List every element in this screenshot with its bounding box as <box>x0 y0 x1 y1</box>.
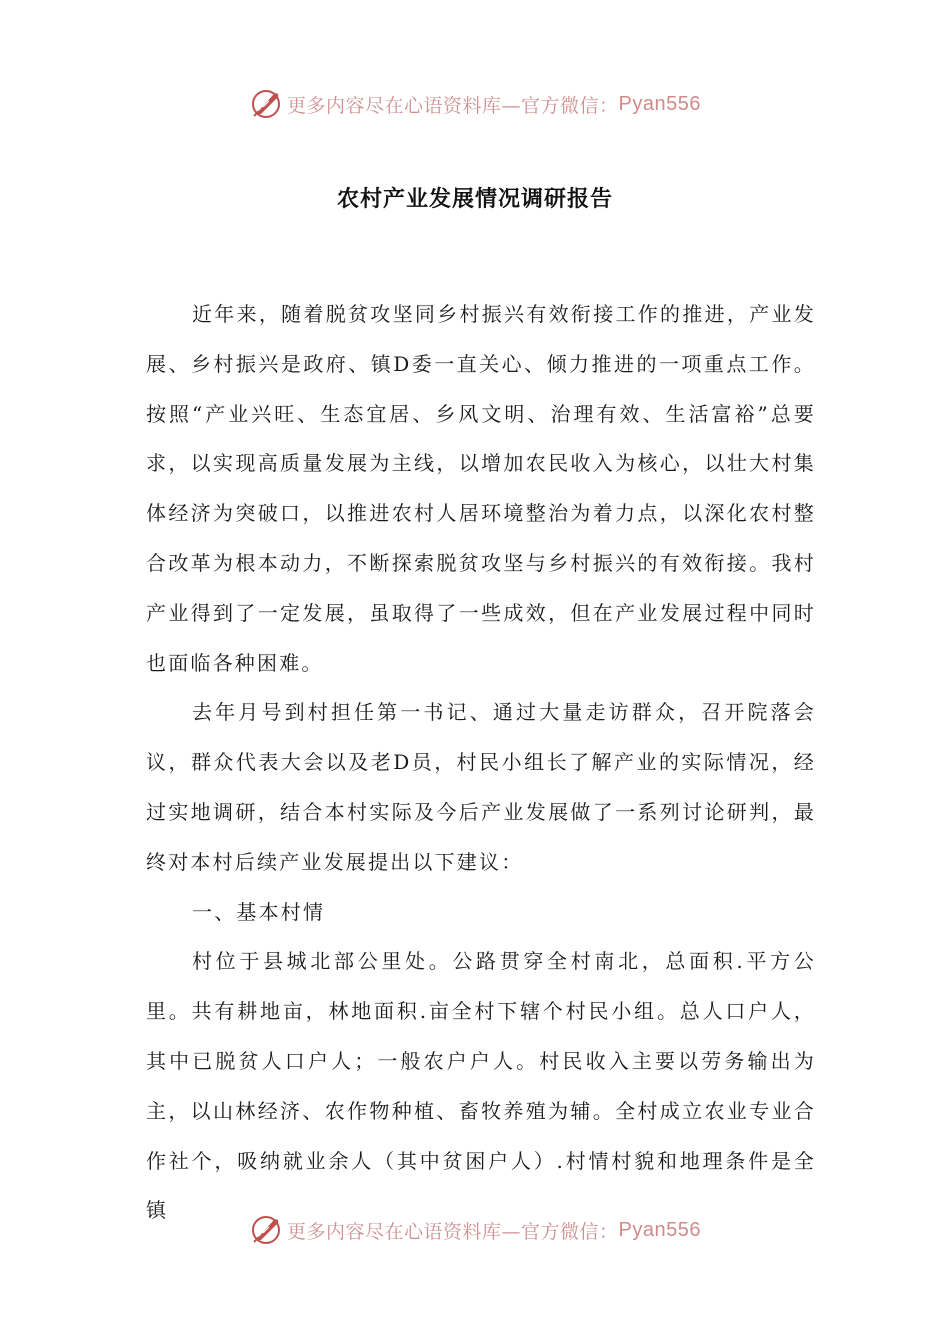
header-watermark-banner <box>0 84 950 124</box>
footer-watermark-banner <box>0 1210 950 1250</box>
body-paragraph: 近年来，随着脱贫攻坚同乡村振兴有效衔接工作的推进，产业发展、乡村振兴是政府、镇D委一直关心、倾力推进的一项重点工作。按照“产业兴旺、生态宜居、乡风文明、治理有效、生活富裕”总要求，以实现高质量发展为主线，以增加农民收入为核心，以壮大村集体经济为突破口，以推进农村人居环境整治为着力点，以深化农村整合改革为根本动力，不断探索脱贫攻坚与乡村振兴的有效衔接。我村产业得到了一定发展，虽取得了一些成效，但在产业发展过程中同时也面临各种困难。 <box>146 302 816 675</box>
watermark-label: 更多内容尽在心语资料库—官方微信： <box>287 1220 619 1243</box>
watermark-label: 更多内容尽在心语资料库—官方微信： <box>287 94 619 117</box>
section-heading: 一、基本村情 <box>192 899 326 924</box>
quill-seal-icon <box>249 1213 283 1247</box>
quill-seal-icon <box>249 87 283 121</box>
body-paragraph: 村位于县城北部公里处。公路贯穿全村南北，总面积.平方公里。共有耕地亩，林地面积.亩全村下辖个村民小组。总人口户人，其中已脱贫人口户人；一般农户户人。村民收入主要以劳务输出为主，以山林经济、农作物种植、畜牧养殖为辅。全村成立农业专业合作社个，吸纳就业余人（其中贫困户人）.村情村貌和地理条件是全镇 <box>146 949 816 1223</box>
watermark-handle: Pyan556 <box>618 92 701 115</box>
document-body <box>146 290 816 1236</box>
document-title: 农村产业发展情况调研报告 <box>336 187 613 212</box>
watermark-handle: Pyan556 <box>618 1218 701 1241</box>
watermark-text <box>287 91 701 118</box>
watermark-text <box>287 1217 701 1244</box>
body-paragraph: 去年月号到村担任第一书记、通过大量走访群众，召开院落会议，群众代表大会以及老D员，村民小组长了解产业的实际情况，经过实地调研，结合本村实际及今后产业发展做了一系列讨论研判，最终对本村后续产业发展提出以下建议： <box>146 700 816 874</box>
